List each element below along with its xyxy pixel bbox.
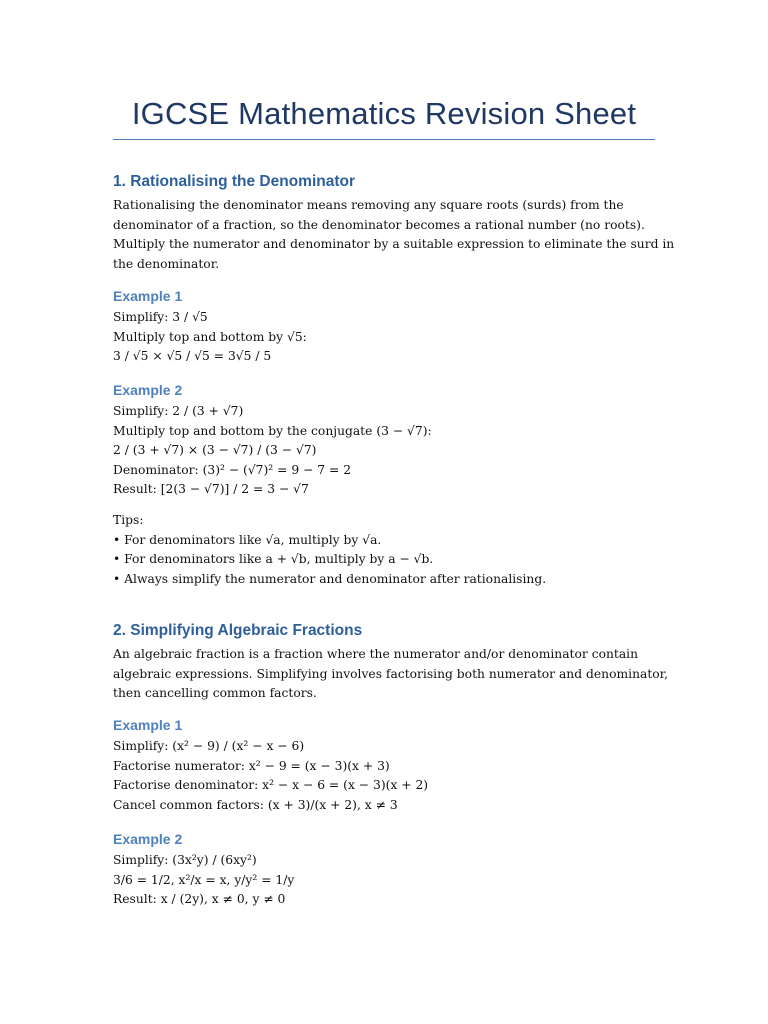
text-line: Rationalising the denominator means removing any square roots (surds) from the xyxy=(113,198,624,212)
example-heading: Example 2 xyxy=(113,382,183,398)
text-line: 3 / √5 × √5 / √5 = 3√5 / 5 xyxy=(113,349,272,363)
example-heading: Example 1 xyxy=(113,288,183,304)
text-line: denominator of a fraction, so the denominator becomes a rational number (no roots). xyxy=(113,217,645,232)
text-line: Simplify: (3x²y) / (6xy²) xyxy=(113,853,257,867)
section-intro xyxy=(113,196,675,274)
section-intro xyxy=(113,645,669,704)
text-line: Multiply the numerator and denominator by a suitable expression to eliminate the surd in xyxy=(113,237,675,251)
example-body xyxy=(113,737,655,815)
text-line: • For denominators like √a, multiply by √a. xyxy=(113,532,382,547)
example-heading: Example 1 xyxy=(113,717,183,733)
example-body xyxy=(113,851,655,910)
text-line: • For denominators like a + √b, multiply by a − √b. xyxy=(113,552,434,566)
text-line: Result: [2(3 − √7)] / 2 = 3 − √7 xyxy=(113,482,309,496)
text-line: Simplify: (x² − 9) / (x² − x − 6) xyxy=(113,739,305,753)
text-line: 2 / (3 + √7) × (3 − √7) / (3 − √7) xyxy=(113,443,317,457)
text-line: algebraic expressions. Simplifying involves factorising both numerator and denominator, xyxy=(113,666,669,681)
text-line: Simplify: 2 / (3 + √7) xyxy=(113,404,244,418)
text-line: the denominator. xyxy=(113,256,220,271)
title-divider xyxy=(113,139,655,140)
section-heading: 1. Rationalising the Denominator xyxy=(113,173,355,190)
tips-list xyxy=(113,511,655,589)
example-heading: Example 2 xyxy=(113,831,183,847)
text-line: Multiply top and bottom by √5: xyxy=(113,329,307,344)
text-line: 3/6 = 1/2, x²/x = x, y/y² = 1/y xyxy=(113,872,295,887)
text-line: • Always simplify the numerator and denominator after rationalising. xyxy=(113,571,547,586)
text-line: then cancelling common factors. xyxy=(113,686,317,700)
text-line: An algebraic fraction is a fraction where the numerator and/or denominator contain xyxy=(113,647,639,661)
text-line: Factorise numerator: x² − 9 = (x − 3)(x + 3) xyxy=(113,758,390,773)
text-line: Tips: xyxy=(113,513,144,527)
example-body xyxy=(113,308,655,367)
document-title: IGCSE Mathematics Revision Sheet xyxy=(131,96,637,131)
section-heading: 2. Simplifying Algebraic Fractions xyxy=(113,622,363,639)
text-line: Cancel common factors: (x + 3)/(x + 2), x ≠ 3 xyxy=(113,797,398,812)
text-line: Simplify: 3 / √5 xyxy=(113,310,208,324)
text-line: Multiply top and bottom by the conjugate (3 − √7): xyxy=(113,423,432,438)
text-line: Denominator: (3)² − (√7)² = 9 − 7 = 2 xyxy=(113,462,352,477)
text-line: Factorise denominator: x² − x − 6 = (x − 3)(x + 2) xyxy=(113,778,429,792)
example-body xyxy=(113,402,655,500)
text-line: Result: x / (2y), x ≠ 0, y ≠ 0 xyxy=(113,892,286,906)
